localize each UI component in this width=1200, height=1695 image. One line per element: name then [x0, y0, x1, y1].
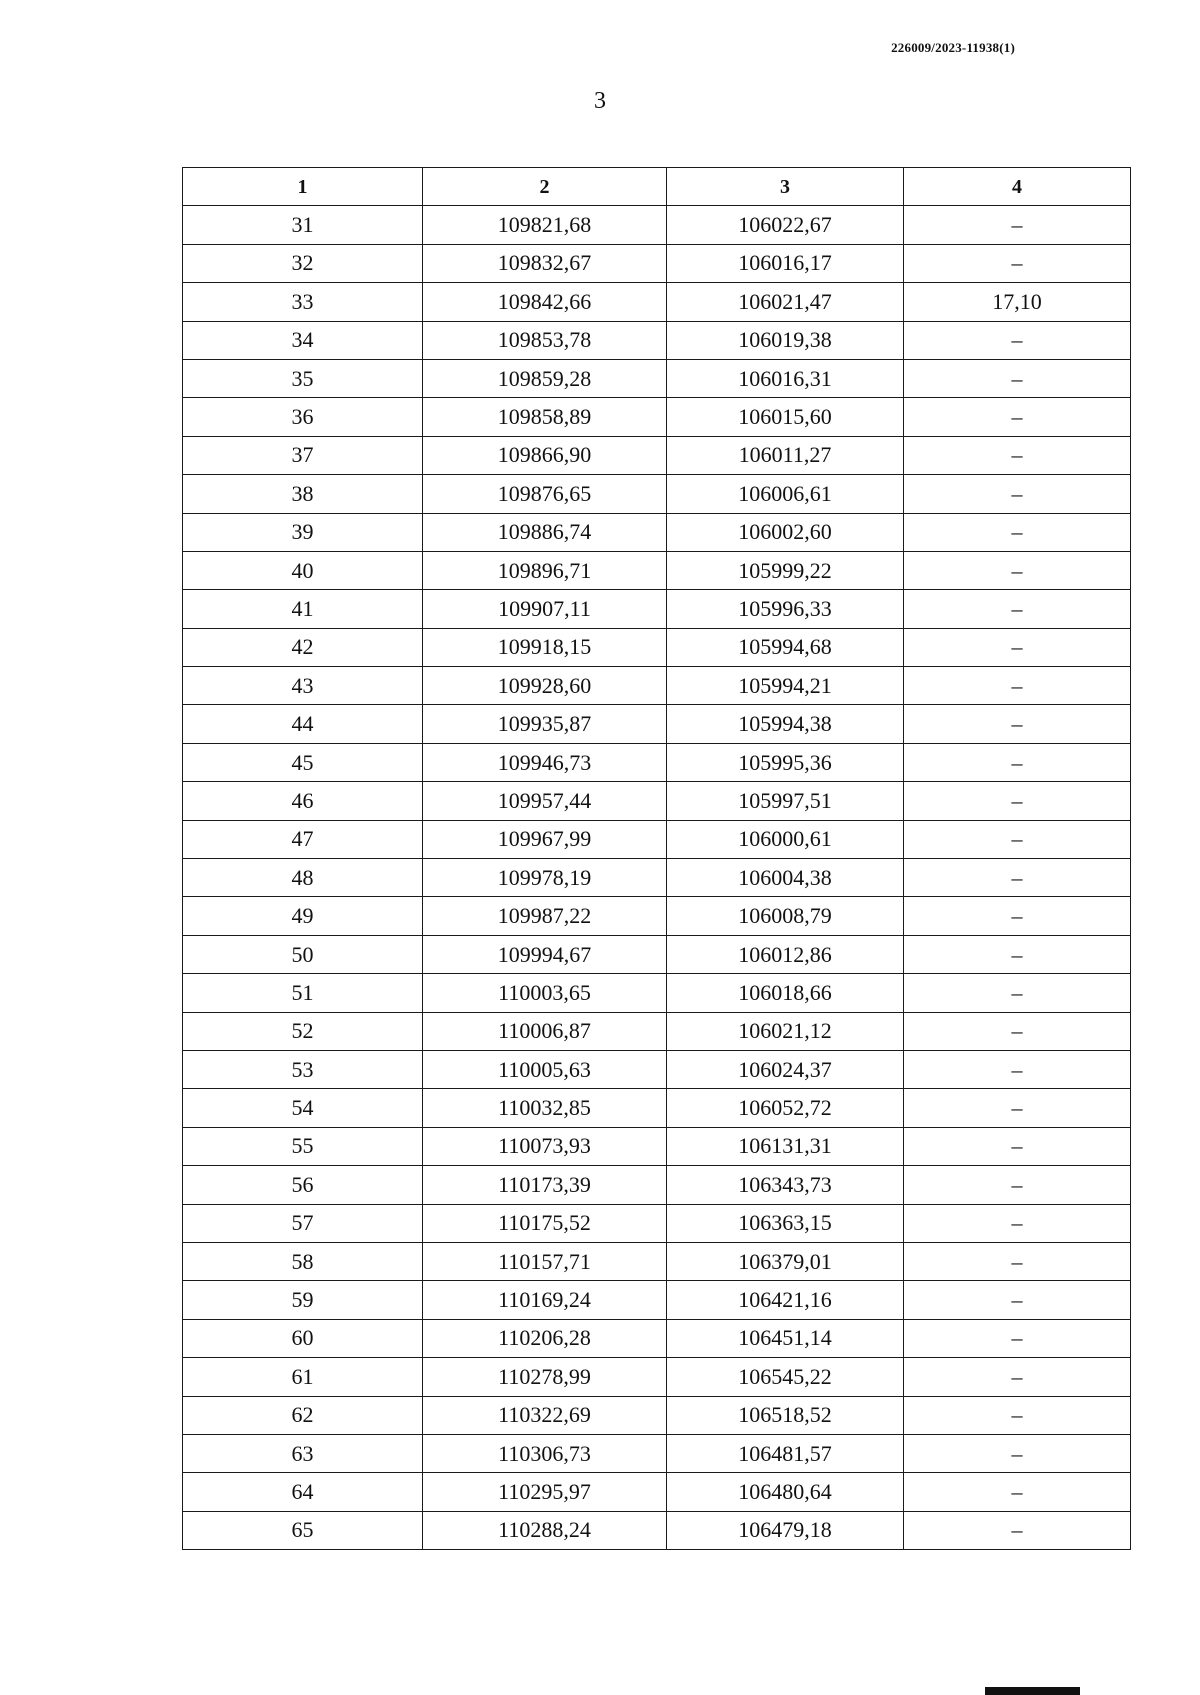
- table-cell: 106131,31: [667, 1127, 904, 1165]
- table-cell: 106016,31: [667, 359, 904, 397]
- table-cell: 110073,93: [423, 1127, 667, 1165]
- table-cell: 64: [183, 1473, 423, 1511]
- table-row: [183, 1204, 1131, 1242]
- table-cell: 109859,28: [423, 359, 667, 397]
- table-cell: 109928,60: [423, 667, 667, 705]
- table-row: [183, 935, 1131, 973]
- table-row: [183, 321, 1131, 359]
- table-cell: 106024,37: [667, 1050, 904, 1088]
- table-cell: 37: [183, 436, 423, 474]
- table-cell: 110175,52: [423, 1204, 667, 1242]
- table-cell: 109967,99: [423, 820, 667, 858]
- table-cell: 106379,01: [667, 1242, 904, 1280]
- table-cell: 110322,69: [423, 1396, 667, 1434]
- table-cell: 106002,60: [667, 513, 904, 551]
- table-cell: 34: [183, 321, 423, 359]
- table-cell: 110306,73: [423, 1434, 667, 1472]
- column-header: 3: [667, 168, 904, 206]
- table-cell: 106052,72: [667, 1089, 904, 1127]
- table-cell: 106518,52: [667, 1396, 904, 1434]
- table-cell: –: [904, 1434, 1131, 1472]
- column-header: 2: [423, 168, 667, 206]
- table-row: [183, 206, 1131, 244]
- table-cell: 106022,67: [667, 206, 904, 244]
- table-cell: –: [904, 897, 1131, 935]
- table-cell: 59: [183, 1281, 423, 1319]
- table-cell: 109935,87: [423, 705, 667, 743]
- table-cell: 45: [183, 743, 423, 781]
- table-cell: 109987,22: [423, 897, 667, 935]
- table-cell: –: [904, 206, 1131, 244]
- table-cell: 106480,64: [667, 1473, 904, 1511]
- table-cell: 109994,67: [423, 935, 667, 973]
- table-row: [183, 398, 1131, 436]
- table-cell: –: [904, 1358, 1131, 1396]
- table-cell: 61: [183, 1358, 423, 1396]
- table-cell: 105997,51: [667, 782, 904, 820]
- table-row: [183, 1319, 1131, 1357]
- table-cell: 47: [183, 820, 423, 858]
- table-cell: –: [904, 1281, 1131, 1319]
- table-cell: 109821,68: [423, 206, 667, 244]
- table-row: [183, 628, 1131, 666]
- table-row: [183, 551, 1131, 589]
- table-cell: 110173,39: [423, 1166, 667, 1204]
- page-number: 3: [594, 88, 606, 114]
- table-cell: 110288,24: [423, 1511, 667, 1549]
- table-row: [183, 1242, 1131, 1280]
- table-row: [183, 1127, 1131, 1165]
- table-cell: 109866,90: [423, 436, 667, 474]
- table-cell: 106021,12: [667, 1012, 904, 1050]
- table-cell: –: [904, 974, 1131, 1012]
- table-cell: 38: [183, 475, 423, 513]
- table-row: [183, 1166, 1131, 1204]
- table-cell: 109853,78: [423, 321, 667, 359]
- table-row: [183, 283, 1131, 321]
- table-cell: 105994,38: [667, 705, 904, 743]
- table-row: [183, 1396, 1131, 1434]
- table-row: [183, 1050, 1131, 1088]
- table-cell: 106481,57: [667, 1434, 904, 1472]
- table-cell: –: [904, 590, 1131, 628]
- table-cell: –: [904, 1012, 1131, 1050]
- table-cell: 41: [183, 590, 423, 628]
- table-cell: –: [904, 820, 1131, 858]
- table-cell: 109918,15: [423, 628, 667, 666]
- table-cell: 109946,73: [423, 743, 667, 781]
- table-cell: 42: [183, 628, 423, 666]
- table-cell: 109896,71: [423, 551, 667, 589]
- table-cell: 106012,86: [667, 935, 904, 973]
- table-cell: 106021,47: [667, 283, 904, 321]
- table-row: [183, 1511, 1131, 1549]
- table-cell: 58: [183, 1242, 423, 1280]
- table-row: [183, 820, 1131, 858]
- table-cell: 106545,22: [667, 1358, 904, 1396]
- table-cell: 35: [183, 359, 423, 397]
- table-cell: 106343,73: [667, 1166, 904, 1204]
- table-cell: 56: [183, 1166, 423, 1204]
- table-cell: 106363,15: [667, 1204, 904, 1242]
- table-row: [183, 244, 1131, 282]
- table-cell: 110206,28: [423, 1319, 667, 1357]
- table-body: [183, 206, 1131, 1550]
- table-row: [183, 974, 1131, 1012]
- table-cell: –: [904, 513, 1131, 551]
- table-row: [183, 1089, 1131, 1127]
- table-cell: 106016,17: [667, 244, 904, 282]
- table-cell: 109842,66: [423, 283, 667, 321]
- table-cell: 106451,14: [667, 1319, 904, 1357]
- table-cell: –: [904, 551, 1131, 589]
- table-cell: –: [904, 1204, 1131, 1242]
- table-cell: 62: [183, 1396, 423, 1434]
- table-cell: 46: [183, 782, 423, 820]
- document-number: 226009/2023-11938(1): [891, 40, 1015, 55]
- table-cell: 105994,21: [667, 667, 904, 705]
- table-cell: –: [904, 244, 1131, 282]
- table-cell: –: [904, 475, 1131, 513]
- table-cell: –: [904, 628, 1131, 666]
- table-cell: 54: [183, 1089, 423, 1127]
- table-cell: 65: [183, 1511, 423, 1549]
- table-cell: 105996,33: [667, 590, 904, 628]
- table-cell: –: [904, 782, 1131, 820]
- table-cell: 63: [183, 1434, 423, 1472]
- table-row: [183, 743, 1131, 781]
- table-cell: –: [904, 859, 1131, 897]
- table-cell: –: [904, 935, 1131, 973]
- table-cell: 110295,97: [423, 1473, 667, 1511]
- table-cell: 106011,27: [667, 436, 904, 474]
- table-row: [183, 1473, 1131, 1511]
- table-cell: 106000,61: [667, 820, 904, 858]
- table-cell: –: [904, 1242, 1131, 1280]
- table-cell: –: [904, 1089, 1131, 1127]
- table-cell: 55: [183, 1127, 423, 1165]
- table-cell: –: [904, 1127, 1131, 1165]
- header-row: [183, 168, 1131, 206]
- table-cell: –: [904, 667, 1131, 705]
- table-cell: 33: [183, 283, 423, 321]
- table-cell: 31: [183, 206, 423, 244]
- table-cell: 32: [183, 244, 423, 282]
- table-cell: 105995,36: [667, 743, 904, 781]
- table-cell: 105999,22: [667, 551, 904, 589]
- table-row: [183, 1012, 1131, 1050]
- table-cell: 110169,24: [423, 1281, 667, 1319]
- table-cell: 17,10: [904, 283, 1131, 321]
- table-cell: 110005,63: [423, 1050, 667, 1088]
- table-row: [183, 1358, 1131, 1396]
- table-row: [183, 667, 1131, 705]
- table-cell: 50: [183, 935, 423, 973]
- table-cell: 48: [183, 859, 423, 897]
- table-cell: –: [904, 1319, 1131, 1357]
- table-cell: –: [904, 359, 1131, 397]
- column-header: 4: [904, 168, 1131, 206]
- table-row: [183, 475, 1131, 513]
- table-cell: –: [904, 743, 1131, 781]
- table-cell: –: [904, 1166, 1131, 1204]
- table-row: [183, 897, 1131, 935]
- table-cell: 43: [183, 667, 423, 705]
- table-cell: 109957,44: [423, 782, 667, 820]
- table-row: [183, 436, 1131, 474]
- column-header: 1: [183, 168, 423, 206]
- table-row: [183, 705, 1131, 743]
- table-cell: 110003,65: [423, 974, 667, 1012]
- table-cell: 106479,18: [667, 1511, 904, 1549]
- table-cell: –: [904, 1511, 1131, 1549]
- table-cell: 52: [183, 1012, 423, 1050]
- table-row: [183, 1434, 1131, 1472]
- table-header: [183, 168, 1131, 206]
- table-cell: 39: [183, 513, 423, 551]
- table-cell: 105994,68: [667, 628, 904, 666]
- table-cell: 109978,19: [423, 859, 667, 897]
- table-cell: 49: [183, 897, 423, 935]
- table-cell: 106019,38: [667, 321, 904, 359]
- table-cell: 110278,99: [423, 1358, 667, 1396]
- table-cell: –: [904, 398, 1131, 436]
- table-cell: 53: [183, 1050, 423, 1088]
- table-cell: 109886,74: [423, 513, 667, 551]
- table-row: [183, 590, 1131, 628]
- table-cell: 106015,60: [667, 398, 904, 436]
- table-cell: 57: [183, 1204, 423, 1242]
- table-cell: 110032,85: [423, 1089, 667, 1127]
- table-cell: –: [904, 1396, 1131, 1434]
- table-cell: 106018,66: [667, 974, 904, 1012]
- table-row: [183, 1281, 1131, 1319]
- table-cell: 106008,79: [667, 897, 904, 935]
- table-cell: 109858,89: [423, 398, 667, 436]
- table-cell: 51: [183, 974, 423, 1012]
- table-cell: 36: [183, 398, 423, 436]
- table-cell: –: [904, 321, 1131, 359]
- table-cell: 106004,38: [667, 859, 904, 897]
- table-cell: 40: [183, 551, 423, 589]
- table-cell: 106006,61: [667, 475, 904, 513]
- table-cell: –: [904, 1050, 1131, 1088]
- table-cell: –: [904, 705, 1131, 743]
- table-cell: 109832,67: [423, 244, 667, 282]
- table-cell: 109907,11: [423, 590, 667, 628]
- table-cell: –: [904, 1473, 1131, 1511]
- table-cell: 44: [183, 705, 423, 743]
- table-row: [183, 513, 1131, 551]
- table-cell: –: [904, 436, 1131, 474]
- table-cell: 106421,16: [667, 1281, 904, 1319]
- table-row: [183, 782, 1131, 820]
- table-row: [183, 359, 1131, 397]
- table-cell: 109876,65: [423, 475, 667, 513]
- corner-mark: [985, 1687, 1080, 1695]
- table-cell: 110157,71: [423, 1242, 667, 1280]
- table-cell: 110006,87: [423, 1012, 667, 1050]
- table-cell: 60: [183, 1319, 423, 1357]
- table-row: [183, 859, 1131, 897]
- coordinates-table: [182, 167, 1131, 1550]
